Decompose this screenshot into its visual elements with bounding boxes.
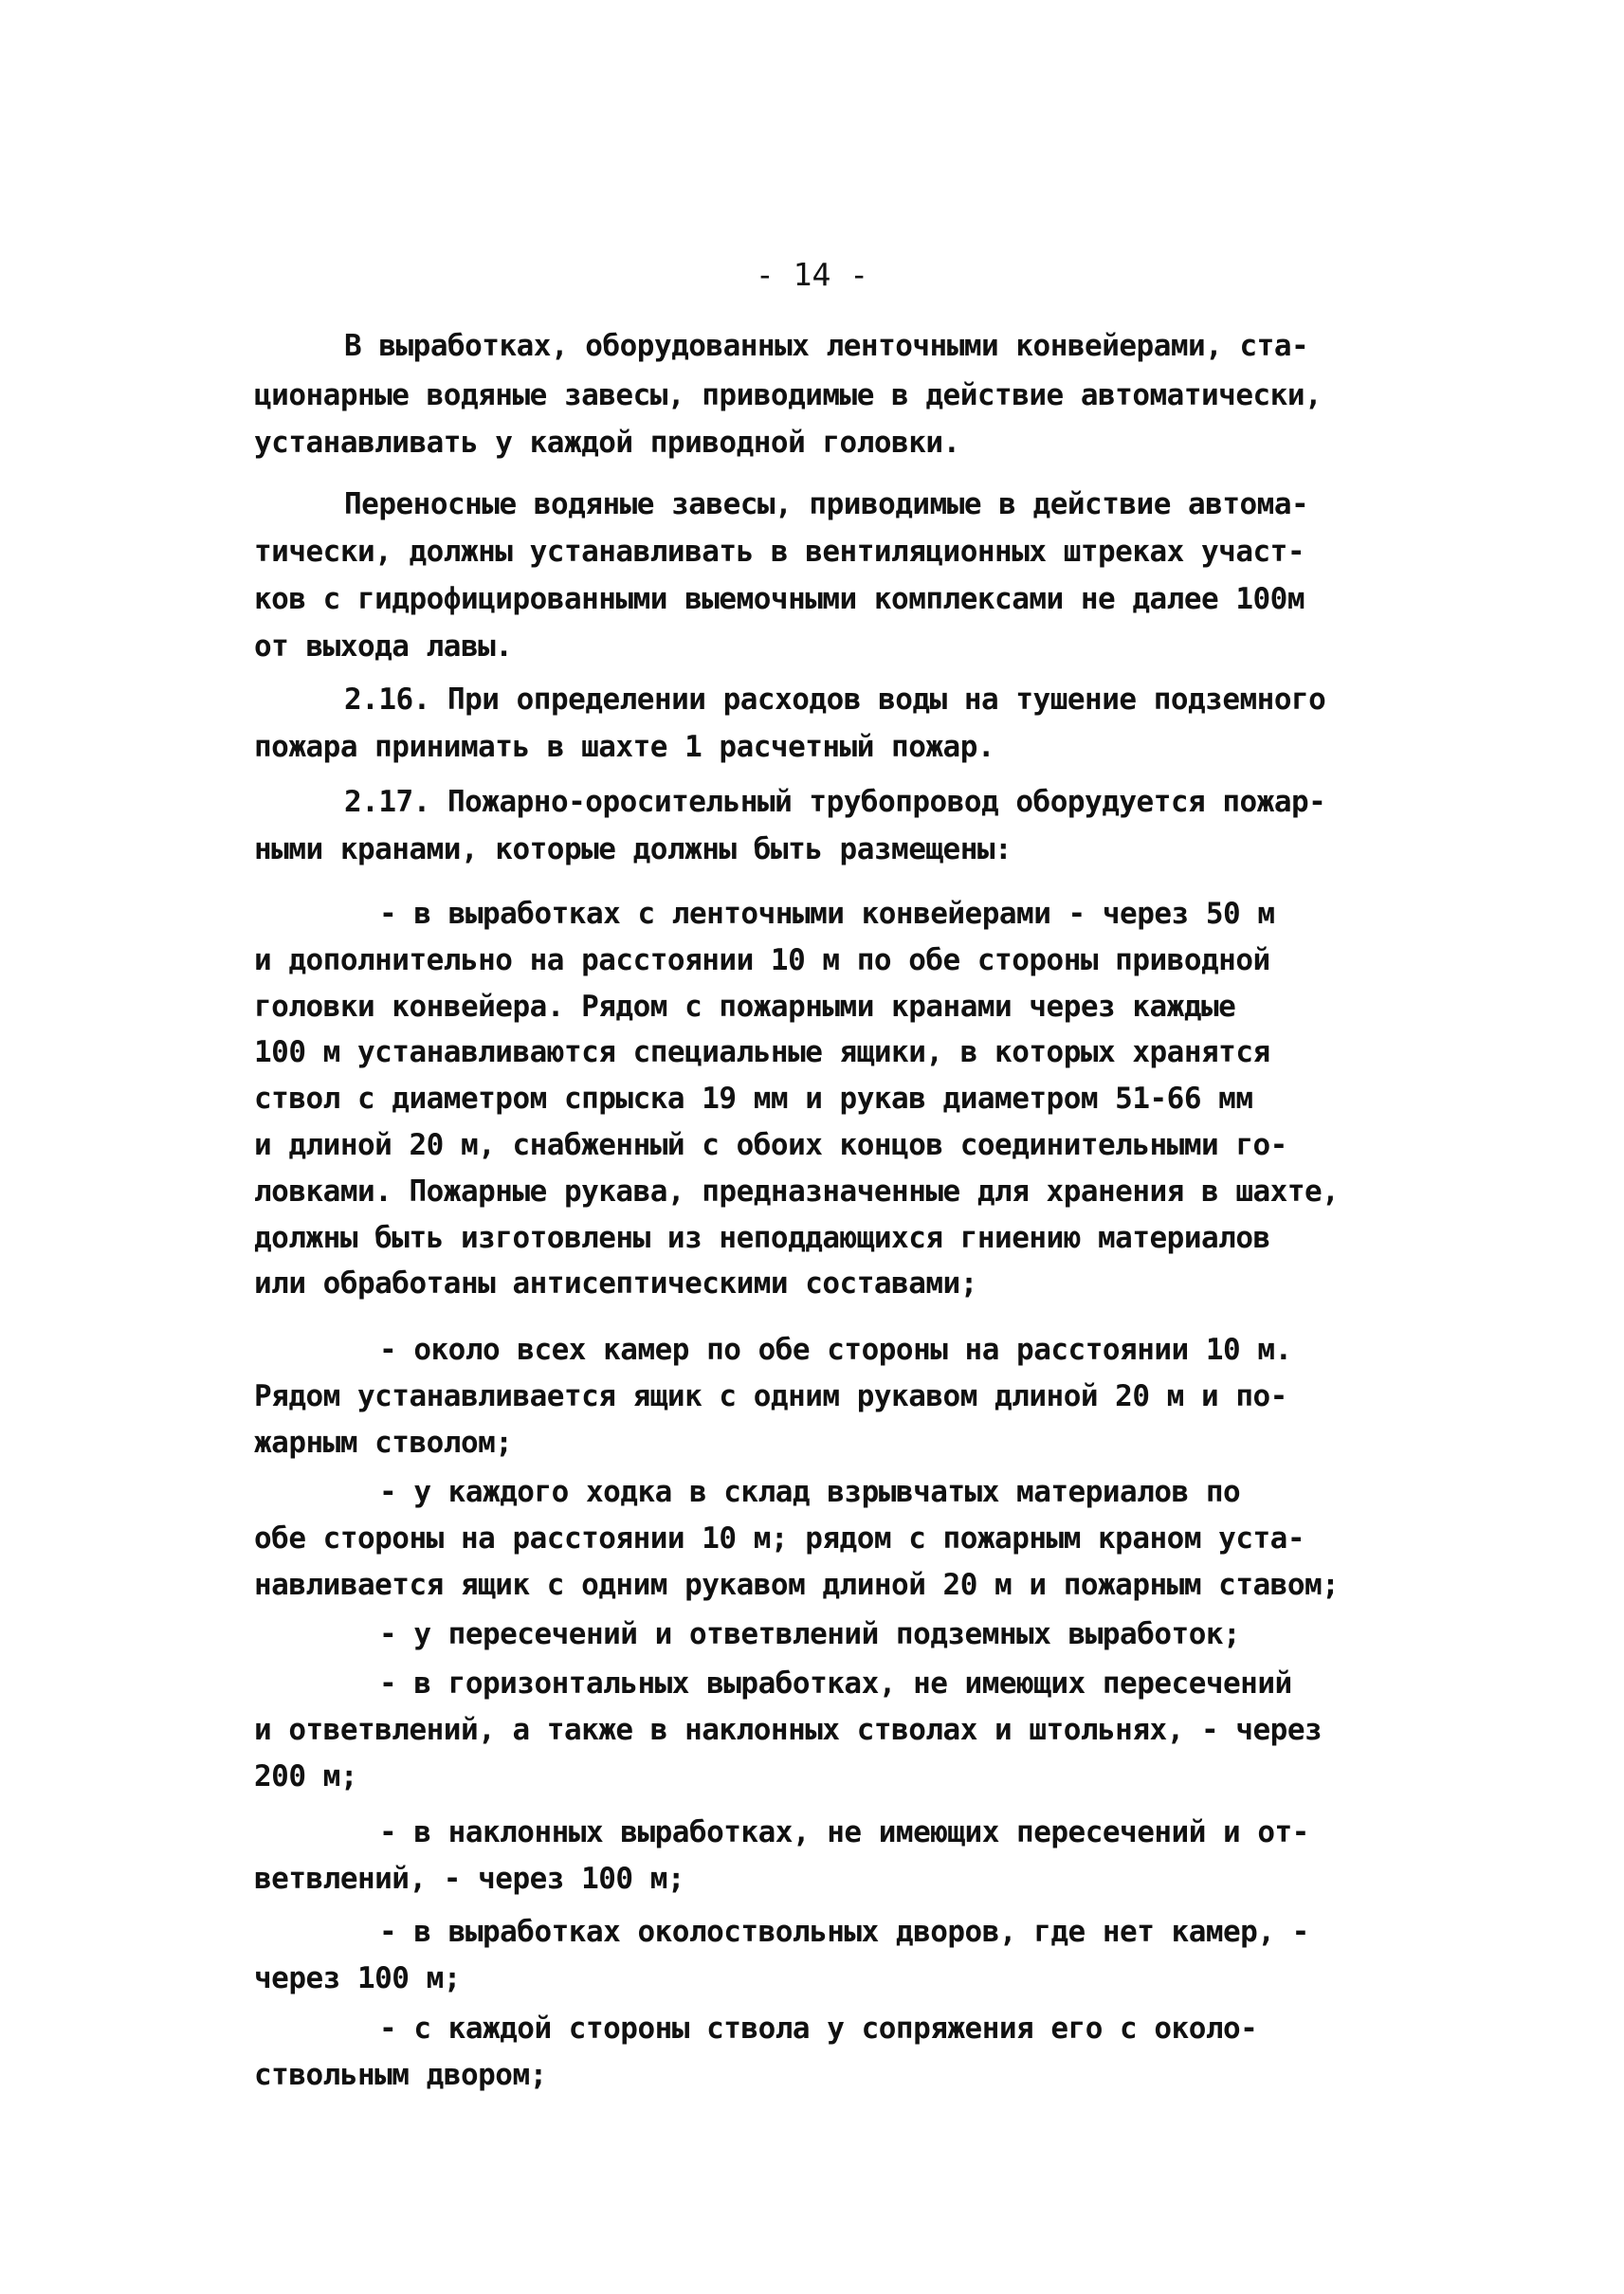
text-line: ствольным двором; (254, 2058, 547, 2092)
text-line: должны быть изготовлены из неподдающихся гниению материалов (254, 1221, 1270, 1255)
text-line: через 100 м; (254, 1961, 461, 1995)
text-line: - в выработках с ленточными конвейерами - через 50 м (379, 897, 1275, 931)
text-line: головки конвейера. Рядом с пожарными кранами через каждые (254, 990, 1236, 1024)
text-line: - в горизонтальных выработках, не имеющих пересечений (379, 1666, 1292, 1701)
text-line: 2.17. Пожарно-оросительный трубопровод оборудуется пожар- (344, 785, 1326, 819)
text-line: В выработках, оборудованных ленточными конвейерами, ста- (344, 329, 1309, 363)
text-line: - у пересечений и ответвлений подземных выработок; (379, 1617, 1241, 1651)
text-line: 100 м устанавливаются специальные ящики, в которых хранятся (254, 1035, 1270, 1069)
text-line: 200 м; (254, 1759, 357, 1793)
text-line: - в наклонных выработках, не имеющих пересечений и от- (379, 1815, 1309, 1849)
text-line: ционарные водяные завесы, приводимые в действие автоматически, (254, 378, 1323, 412)
text-line: и длиной 20 м, снабженный с обоих концов соединительными го- (254, 1128, 1287, 1162)
text-line: от выхода лавы. (254, 629, 513, 664)
text-line: ловками. Пожарные рукава, предназначенные для хранения в шахте, (254, 1174, 1340, 1209)
text-line: ков с гидрофицированными выемочными комплексами не далее 100м (254, 582, 1305, 616)
text-line: жарным стволом; (254, 1426, 513, 1460)
text-line: пожара принимать в шахте 1 расчетный пожар. (254, 730, 995, 764)
page-number: - 14 - (755, 256, 869, 293)
text-line: - у каждого ходка в склад взрывчатых материалов по (379, 1475, 1241, 1509)
text-line: навливается ящик с одним рукавом длиной 20 м и пожарным ставом; (254, 1568, 1340, 1602)
text-line: и дополнительно на расстоянии 10 м по обе стороны приводной (254, 943, 1270, 977)
text-line: - с каждой стороны ствола у сопряжения его с околo- (379, 2012, 1258, 2046)
text-line: Переносные водяные завесы, приводимые в действие автома- (344, 487, 1309, 521)
text-line: и ответвлений, а также в наклонных стволах и штольнях, - через (254, 1713, 1323, 1747)
text-line: устанавливать у каждой приводной головки. (254, 426, 960, 460)
text-line: - в выработках околоствольных дворов, где нет камер, - (379, 1915, 1309, 1949)
text-line: ветвлений, - через 100 м; (254, 1862, 685, 1896)
text-line: - около всех камер по обе стороны на расстоянии 10 м. (379, 1333, 1292, 1367)
text-line: обе стороны на расстоянии 10 м; рядом с пожарным краном уста- (254, 1521, 1305, 1556)
text-line: ствол с диаметром спрыска 19 мм и рукав диаметром 51-66 мм (254, 1082, 1253, 1116)
text-line: тически, должны устанавливать в вентиляционных штреках участ- (254, 535, 1305, 569)
text-line: или обработаны антисептическими составами; (254, 1266, 977, 1301)
text-line: Рядом устанавливается ящик с одним рукавом длиной 20 м и по- (254, 1379, 1287, 1413)
text-line: 2.16. При определении расходов воды на тушение подземного (344, 683, 1326, 717)
text-line: ными кранами, которые должны быть размещены: (254, 832, 1013, 866)
